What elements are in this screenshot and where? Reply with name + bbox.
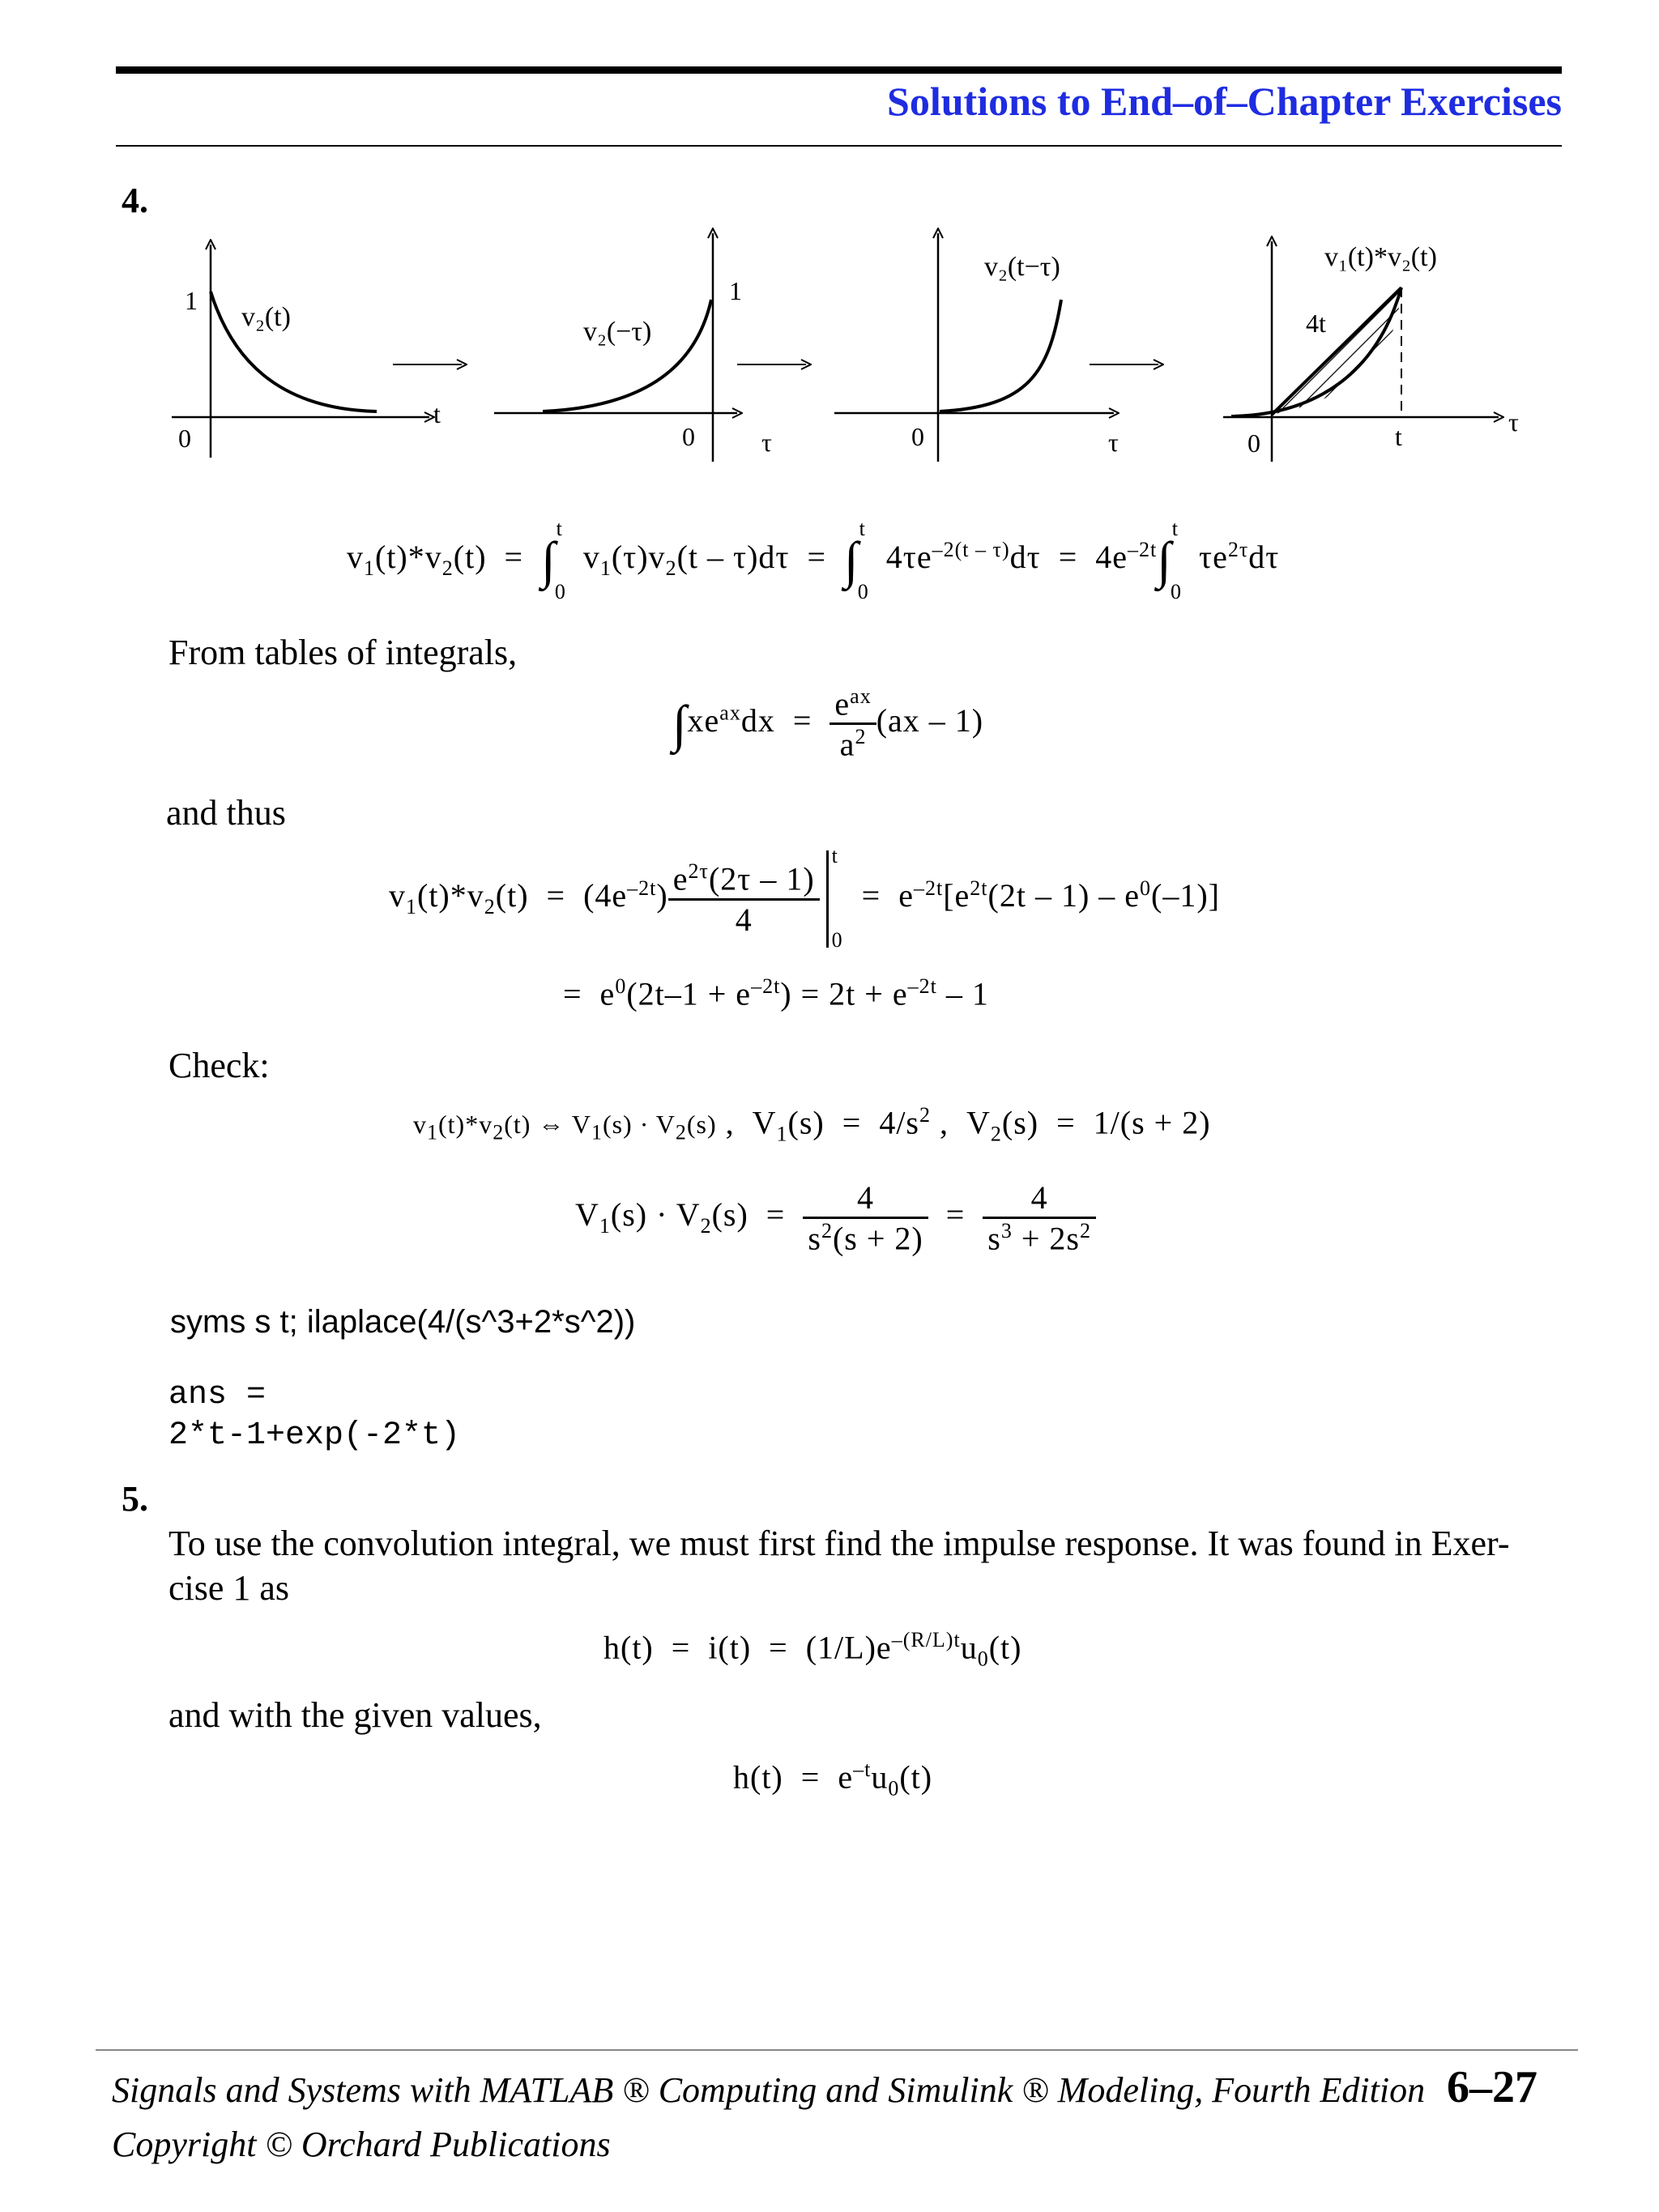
fig2-origin: 0: [682, 422, 695, 451]
equation-integral-table: $\int xe^{ax}dx$ = $\frac{e^{ax}}{a^2}$ (ax – 1): [672, 684, 984, 763]
exercise-5-paragraph-line2: cise 1 as: [168, 1568, 290, 1608]
footer-copyright: Copyright © Orchard Publications: [112, 2125, 611, 2164]
fig4-t-label: t: [1395, 422, 1402, 451]
check-text: Check:: [168, 1046, 270, 1085]
header-rule-thin: [116, 145, 1562, 147]
equation-impulse-response-values: $h(t) = e^{-t}u_0(t)$: [733, 1758, 933, 1801]
arrow-1: [389, 344, 470, 377]
fig2-axis-label: τ: [761, 428, 772, 457]
exercise-4-number: 4.: [122, 181, 148, 220]
footer-book-title: Signals and Systems with MATLAB ® Computing and Simulink ® Modeling, Fourth Edition: [112, 2070, 1426, 2110]
running-header-title: Solutions to End–of–Chapter Exercises: [887, 79, 1562, 124]
matlab-command: syms s t; ilaplace(4/(s^3+2*s^2)): [170, 1304, 636, 1340]
fig3-curve-label: v₂(t−τ): [984, 252, 1060, 282]
fig4-height-label: 4t: [1306, 309, 1326, 338]
equation-impulse-response: $h(t) = i(t) = (1/L)e^{-(R/L)t}u_0(t)$: [603, 1628, 1022, 1671]
exercise-5-paragraph-line1: To use the convolution integral, we must first find the impulse response. It was found in Exer-: [168, 1524, 1510, 1563]
exercise-5-number: 5.: [122, 1479, 148, 1519]
fig4-origin: 0: [1247, 428, 1260, 458]
fig1-axis-label: t: [433, 399, 441, 428]
matlab-ans-value: 2*t-1+exp(-2*t): [168, 1417, 461, 1454]
fig3-origin: 0: [911, 422, 924, 451]
fig2-curve-label: v₂(−τ): [583, 317, 652, 347]
fig1-origin: 0: [178, 424, 191, 453]
equation-convolution-result: = $e^0(2t-1 + e^{-2t}) = 2t + e^{-2t} - 1$: [563, 974, 989, 1012]
fig3-axis-label: τ: [1108, 428, 1119, 457]
equation-convolution-evaluated: $v_1(t)*v_2(t) = (4e^{-2t})$ $\frac{e^{2\tau}(2\tau - 1)}{4}$ t 0 = $e^{-2t}[e^{2t}(2t - 1) - e^0(-1)]$: [389, 844, 1220, 952]
matlab-ans-label: ans =: [168, 1377, 267, 1413]
equation-laplace-product: $V_1(s) \cdot V_2(s)$ = $\frac{4}{s^2(s + 2)}$ = $\frac{4}{s^3 + 2s^2}$: [575, 1178, 1096, 1257]
fig1-y-one: 1: [185, 286, 198, 315]
fig2-y-one: 1: [729, 276, 742, 305]
fig1-curve-label: v₂(t): [241, 302, 291, 332]
figure-convolution: [1215, 219, 1539, 470]
arrow-3: [1085, 344, 1166, 377]
page-number: 6–27: [1447, 2062, 1537, 2112]
footer-rule: [96, 2049, 1578, 2051]
fig4-axis-label: τ: [1508, 407, 1519, 437]
from-tables-text: From tables of integrals,: [168, 633, 518, 672]
equation-laplace-pair: $v_1(t)*v_2(t)$ ⇔ $V_1(s) \cdot V_2(s)$ , $V_1(s) = 4/s^2$ , $V_2(s) = 1/(s + 2)$: [413, 1103, 1211, 1146]
and-thus-text: and thus: [166, 793, 286, 833]
arrow-2: [733, 344, 814, 377]
equation-convolution-integral: $v_1(t)*v_2(t) = \int^t_0$ $v_1(\tau)v_2(t - \tau)d\tau = \int^t_0$ $4\tau e^{-2(t - \tau)}d\tau = 4e^{-2t}\int^t_0$ $\tau e^{2\tau}d\tau$: [347, 517, 1280, 604]
fig4-curve-label: v₁(t)*v₂(t): [1324, 242, 1437, 272]
header-rule-thick: [116, 66, 1562, 74]
given-values-text: and with the given values,: [168, 1695, 542, 1735]
